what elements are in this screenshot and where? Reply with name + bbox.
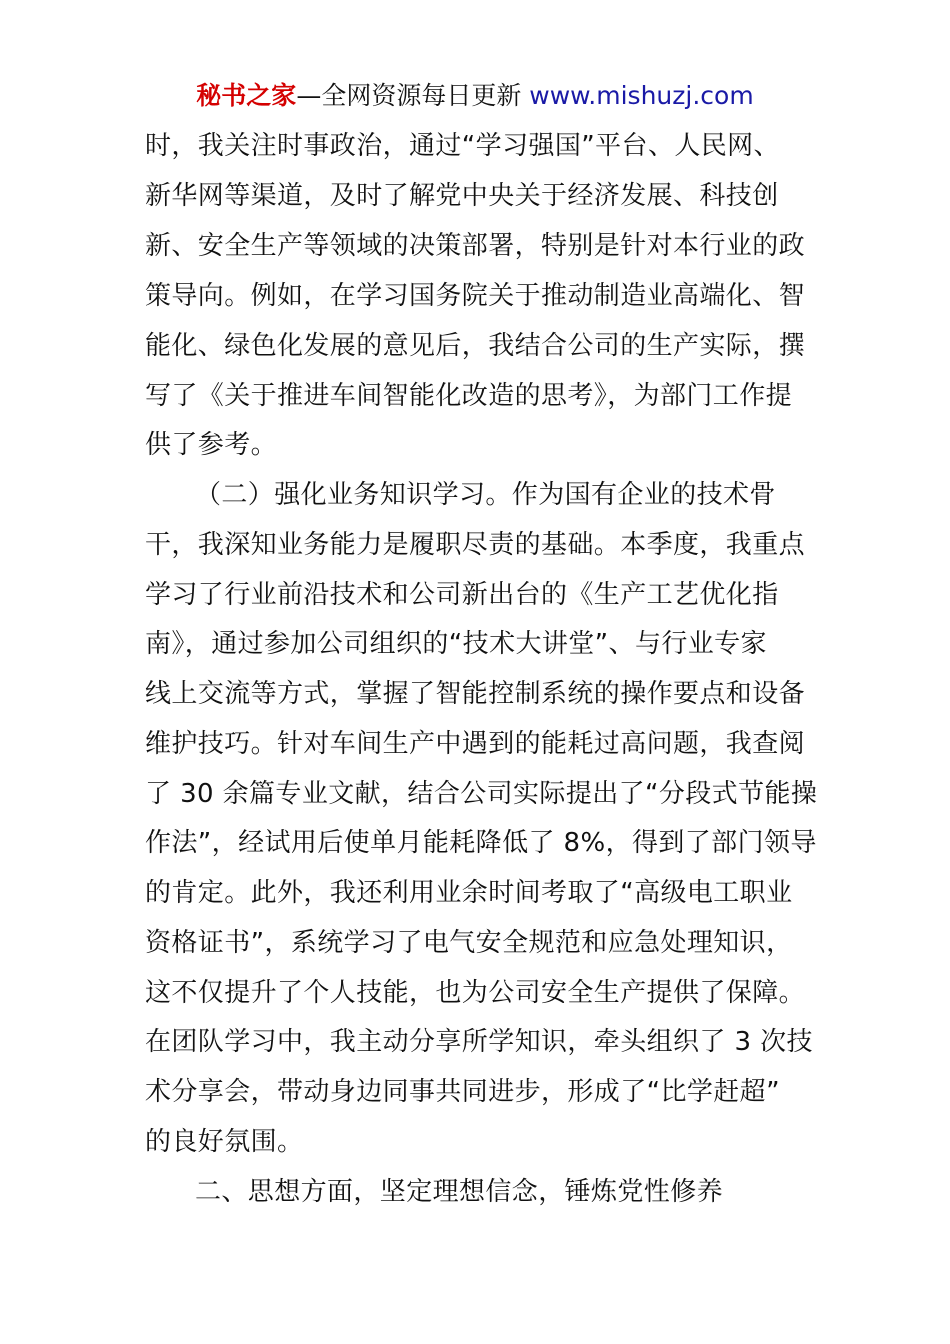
- site-header: [0, 80, 950, 112]
- text-line: 供了参考。: [145, 430, 278, 460]
- brand-name: 秘书之家: [196, 81, 297, 110]
- site-url[interactable]: www.mishuzj.com: [529, 81, 754, 110]
- text-line: 维护技巧。针对车间生产中遇到的能耗过高问题，我查阅: [145, 729, 806, 759]
- text-line: 作法”，经试用后使单月能耗降低了 8%，得到了部门领导: [145, 828, 817, 858]
- text-line: 线上交流等方式，掌握了智能控制系统的操作要点和设备: [145, 679, 806, 709]
- text-line: 新华网等渠道，及时了解党中央关于经济发展、科技创: [145, 181, 779, 211]
- text-line: 术分享会，带动身边同事共同进步，形成了“比学赶超”: [145, 1077, 780, 1107]
- text-line: 在团队学习中，我主动分享所学知识，牵头组织了 3 次技: [145, 1027, 813, 1057]
- text-line: 学习了行业前沿技术和公司新出台的《生产工艺优化指: [145, 580, 779, 610]
- text-line: 资格证书”，系统学习了电气安全规范和应急处理知识，: [145, 928, 793, 958]
- text-line: 新、安全生产等领域的决策部署，特别是针对本行业的政: [145, 231, 806, 261]
- text-line: 的良好氛围。: [145, 1127, 304, 1157]
- paragraph-heading: （二）强化业务知识学习。作为国有企业的技术骨: [195, 480, 776, 510]
- text-line: 这不仅提升了个人技能，也为公司安全生产提供了保障。: [145, 978, 806, 1008]
- text-line: 南》，通过参加公司组织的“技术大讲堂”、与行业专家: [145, 629, 767, 659]
- text-line: 写了《关于推进车间智能化改造的思考》，为部门工作提: [145, 381, 793, 411]
- text-line: 策导向。例如，在学习国务院关于推动制造业高端化、智: [145, 281, 806, 311]
- text-line: 能化、绿色化发展的意见后，我结合公司的生产实际，撰: [145, 331, 806, 361]
- text-line: 了 30 余篇专业文献，结合公司实际提出了“分段式节能操: [145, 779, 818, 809]
- header-tagline: —全网资源每日更新: [296, 81, 530, 110]
- text-line: 时，我关注时事政治，通过“学习强国”平台、人民网、: [145, 131, 780, 161]
- text-line: 的肯定。此外，我还利用业余时间考取了“高级电工职业: [145, 878, 793, 908]
- text-line: 干，我深知业务能力是履职尽责的基础。本季度，我重点: [145, 530, 806, 560]
- section-heading: 二、思想方面，坚定理想信念，锤炼党性修养: [195, 1177, 724, 1207]
